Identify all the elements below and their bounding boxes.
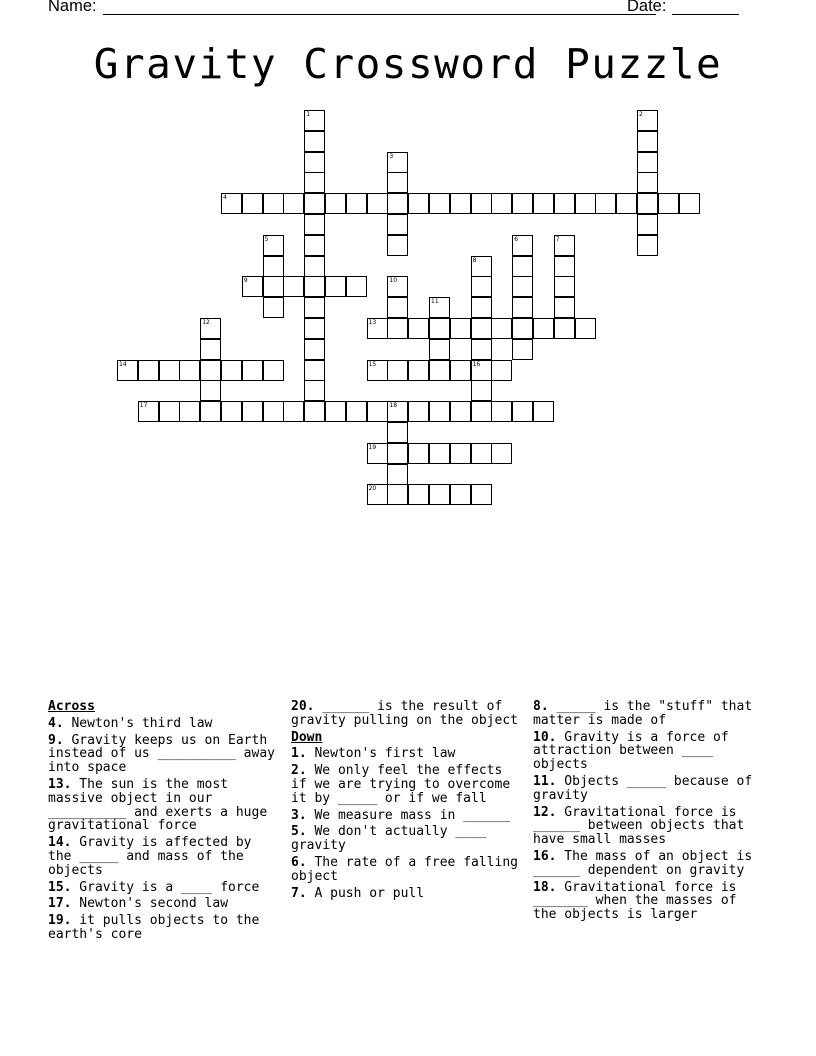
grid-cell[interactable] [263,360,284,381]
clue-text: Gravitational force is _______ when the masses of the objects is larger [533,879,737,923]
grid-cell[interactable] [179,360,200,381]
grid-cell[interactable] [367,360,388,381]
grid-cell[interactable] [221,401,242,422]
grid-cell[interactable] [138,360,159,381]
grid-cell[interactable] [637,110,658,131]
clue-text: Newton's first law [306,746,456,762]
down-clue [291,764,523,805]
clue-number: 6 [514,235,519,243]
grid-cell[interactable] [367,318,388,339]
across-clue [48,914,280,942]
grid-cell[interactable] [304,380,325,401]
grid-cell[interactable] [429,318,450,339]
grid-cell[interactable] [304,401,325,422]
grid-cell[interactable] [471,360,492,381]
grid-cell[interactable] [429,339,450,360]
grid-cell[interactable] [429,443,450,464]
grid-cell[interactable] [304,214,325,235]
grid-cell[interactable] [221,360,242,381]
grid-cell[interactable] [387,297,408,318]
clue-number: 10. [533,729,557,745]
grid-cell[interactable] [533,318,554,339]
grid-cell[interactable] [471,401,492,422]
grid-cell[interactable] [637,131,658,152]
grid-cell[interactable] [595,193,616,214]
clue-number: 14. [48,835,72,851]
grid-cell[interactable] [304,193,325,214]
grid-cell[interactable] [283,276,304,297]
down-clue [533,700,765,728]
down-clue [291,809,523,823]
clue-number: 18. [533,879,557,895]
clue-number: 2 [639,111,643,118]
clue-text: The mass of an object is ______ dependent on gravity [533,848,753,878]
grid-cell[interactable] [408,401,429,422]
clue-text: Objects _____ because of gravity [533,773,753,803]
grid-cell[interactable] [346,193,367,214]
down-heading: Down [291,729,323,745]
grid-cell[interactable] [471,276,492,297]
clue-number: 9. [48,732,64,748]
clue-text: Newton's third law [63,715,213,731]
grid-cell[interactable] [367,443,388,464]
clue-number: 11 [431,298,439,306]
down-clue [291,887,523,901]
grid-cell[interactable] [242,360,263,381]
grid-cell[interactable] [575,318,596,339]
grid-cell[interactable] [387,484,408,505]
grid-cell[interactable] [554,318,575,339]
grid-cell[interactable] [471,193,492,214]
clue-number: 15 [368,360,377,368]
grid-cell[interactable] [304,235,325,256]
grid-cell[interactable] [429,401,450,422]
grid-cell[interactable] [471,339,492,360]
grid-cell[interactable] [263,276,284,297]
grid-cell[interactable] [450,401,471,422]
grid-cell[interactable] [554,297,575,318]
grid-cell[interactable] [512,401,533,422]
grid-cell[interactable] [387,443,408,464]
clue-number: 14 [119,360,127,368]
grid-cell[interactable] [637,193,658,214]
grid-cell[interactable] [512,235,533,256]
clue-number: 2. [291,763,307,779]
grid-cell[interactable] [387,360,408,381]
grid-cell[interactable] [575,193,596,214]
clue-number: 15. [48,879,72,895]
clue-number: 16. [533,848,557,864]
grid-cell[interactable] [429,297,450,318]
clue-number: 5. [291,824,307,840]
clue-number: 1 [306,111,311,118]
grid-cell[interactable] [117,360,138,381]
grid-cell[interactable] [200,401,221,422]
clue-number: 5 [264,235,269,243]
clue-number: 8 [472,256,477,264]
grid-cell[interactable] [200,318,221,339]
grid-cell[interactable] [263,297,284,318]
clue-number: 18 [389,402,398,410]
grid-cell[interactable] [471,380,492,401]
grid-cell[interactable] [450,318,471,339]
grid-cell[interactable] [450,193,471,214]
grid-cell[interactable] [200,339,221,360]
grid-cell[interactable] [387,401,408,422]
date-label: Date: [627,0,667,15]
grid-cell[interactable] [387,193,408,214]
grid-cell[interactable] [304,360,325,381]
grid-cell[interactable] [512,276,533,297]
grid-cell[interactable] [533,193,554,214]
grid-cell[interactable] [408,318,429,339]
clue-number: 8. [533,699,549,714]
grid-cell[interactable] [263,193,284,214]
grid-cell[interactable] [471,443,492,464]
grid-cell[interactable] [304,318,325,339]
clue-text: _____ is the "stuff" that matter is made of [533,699,753,728]
down-clue [533,775,765,803]
grid-cell[interactable] [387,276,408,297]
grid-cell[interactable] [387,214,408,235]
grid-cell[interactable] [512,256,533,277]
grid-cell[interactable] [637,152,658,173]
grid-cell[interactable] [429,360,450,381]
grid-cell[interactable] [491,443,512,464]
across-clue [48,778,280,833]
down-clue [533,806,765,847]
grid-cell[interactable] [263,235,284,256]
grid-cell[interactable] [471,256,492,277]
clue-number: 7 [555,235,560,243]
grid-cell[interactable] [387,422,408,443]
grid-cell[interactable] [283,193,304,214]
across-clue [48,734,280,775]
clue-number: 13. [48,776,72,792]
grid-cell[interactable] [367,401,388,422]
crossword-grid [0,0,816,520]
clue-text: We measure mass in ______ [306,807,511,823]
clue-list [48,700,778,950]
grid-cell[interactable] [304,152,325,173]
grid-cell[interactable] [554,276,575,297]
clue-number: 4. [48,715,64,731]
grid-cell[interactable] [471,484,492,505]
grid-cell[interactable] [346,401,367,422]
grid-cell[interactable] [637,172,658,193]
clue-number: 3 [389,152,394,160]
grid-cell[interactable] [408,443,429,464]
grid-cell[interactable] [387,172,408,193]
grid-cell[interactable] [159,360,180,381]
grid-cell[interactable] [512,297,533,318]
grid-cell[interactable] [408,193,429,214]
down-clue [291,856,523,884]
down-clue [533,731,765,772]
clue-text: We only feel the effects if we are trying to overcome it by _____ or if we fall [291,763,511,806]
grid-cell[interactable] [304,172,325,193]
grid-cell[interactable] [283,401,304,422]
grid-cell[interactable] [512,193,533,214]
clue-text: it pulls objects to the earth's core [48,913,260,942]
down-clue [533,850,765,878]
grid-cell[interactable] [387,152,408,173]
grid-cell[interactable] [221,193,242,214]
clue-number: 19. [48,913,72,929]
grid-cell[interactable] [658,193,679,214]
grid-cell[interactable] [200,360,221,381]
across-clue [48,881,280,895]
grid-cell[interactable] [159,401,180,422]
clue-text: Gravity is a ____ force [71,879,260,895]
grid-cell[interactable] [367,193,388,214]
across-clue [48,717,280,731]
grid-cell[interactable] [512,318,533,339]
clue-number: 13 [368,319,377,326]
clue-number: 10 [389,277,398,285]
clue-number: 17. [48,896,72,912]
clue-text: Gravity keeps us on Earth instead of us __________ away into space [48,732,275,776]
grid-cell[interactable] [304,110,325,131]
grid-cell[interactable] [325,276,346,297]
grid-cell[interactable] [263,401,284,422]
grid-cell[interactable] [304,276,325,297]
grid-cell[interactable] [429,484,450,505]
grid-cell[interactable] [491,193,512,214]
grid-cell[interactable] [242,401,263,422]
grid-cell[interactable] [616,193,637,214]
grid-cell[interactable] [471,297,492,318]
clue-column-1 [48,700,280,945]
page-title: Gravity Crossword Puzzle [93,40,723,88]
grid-cell[interactable] [387,464,408,485]
clue-number: 9 [243,277,248,285]
clue-number: 17 [139,402,148,410]
grid-cell[interactable] [450,360,471,381]
grid-cell[interactable] [491,401,512,422]
clue-text: A push or pull [306,885,425,901]
grid-cell[interactable] [512,339,533,360]
across-heading: Across [48,699,95,714]
grid-cell[interactable] [679,193,700,214]
name-label: Name: [48,0,97,15]
clue-text: Gravity is affected by the _____ and mass of the objects [48,835,252,878]
grid-cell[interactable] [138,401,159,422]
grid-cell[interactable] [346,276,367,297]
clue-text: The sun is the most massive object in our __________ and exerts a huge gravitational force [48,776,268,834]
grid-cell[interactable] [304,131,325,152]
clue-text: ______ is the result of gravity pulling on the object [291,699,518,728]
grid-cell[interactable] [471,318,492,339]
clue-column-2 [291,700,523,903]
grid-cell[interactable] [263,256,284,277]
grid-cell[interactable] [200,380,221,401]
clue-text: We don't actually ____ gravity [291,824,487,854]
grid-cell[interactable] [304,256,325,277]
across-clue [48,897,280,911]
grid-cell[interactable] [325,193,346,214]
clue-text: Gravity is a force of attraction between ____ objects [533,729,729,773]
grid-cell[interactable] [533,401,554,422]
down-clue [533,881,765,922]
clue-number: 3. [291,807,307,823]
clue-number: 16 [472,360,481,368]
grid-cell[interactable] [450,443,471,464]
grid-cell[interactable] [491,360,512,381]
grid-cell[interactable] [408,360,429,381]
across-clue [48,836,280,877]
clue-number: 11. [533,773,557,789]
grid-cell[interactable] [242,193,263,214]
clue-text: The rate of a free falling object [291,854,518,884]
clue-number: 7. [291,885,307,901]
down-clue [291,747,523,761]
clue-number: 4 [223,194,227,202]
grid-cell[interactable] [554,235,575,256]
grid-cell[interactable] [408,484,429,505]
grid-cell[interactable] [304,297,325,318]
clue-column-3 [533,700,765,925]
clue-number: 6. [291,854,307,870]
grid-cell[interactable] [637,214,658,235]
across-clue [291,700,523,728]
grid-cell[interactable] [554,256,575,277]
clue-text: Gravitational force is ______ between objects that have small masses [533,804,745,848]
clue-number: 1. [291,746,307,762]
down-clue [291,825,523,853]
grid-cell[interactable] [387,318,408,339]
grid-cell[interactable] [242,276,263,297]
grid-cell[interactable] [304,339,325,360]
clue-number: 20. [291,699,315,714]
grid-cell[interactable] [179,401,200,422]
grid-cell[interactable] [367,484,388,505]
grid-cell[interactable] [554,193,575,214]
grid-cell[interactable] [450,484,471,505]
clue-text: Newton's second law [71,896,229,912]
grid-cell[interactable] [429,193,450,214]
clue-number: 12 [202,319,210,326]
grid-cell[interactable] [387,235,408,256]
grid-cell[interactable] [325,401,346,422]
clue-number: 20 [368,485,377,493]
clue-number: 19 [368,443,377,451]
clue-number: 12. [533,804,557,820]
grid-cell[interactable] [491,318,512,339]
grid-cell[interactable] [637,235,658,256]
